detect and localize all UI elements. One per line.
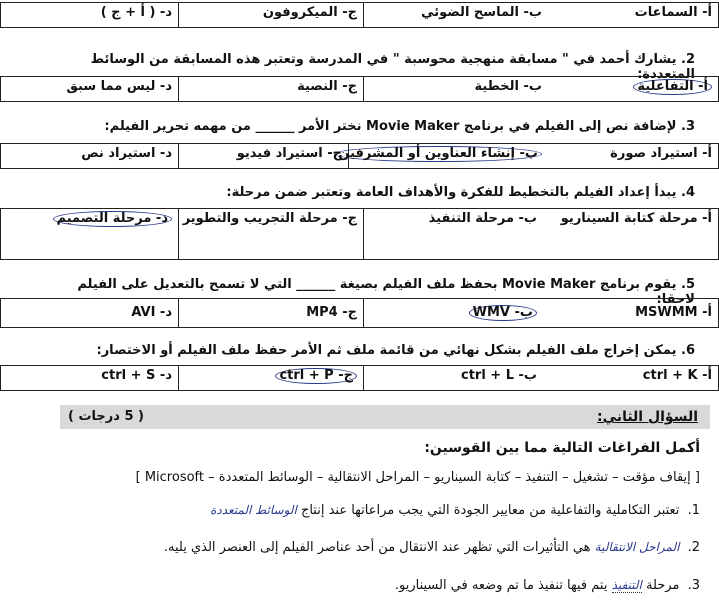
answer-circle: أ- التفاعلية — [633, 79, 712, 95]
fill-item-3 — [20, 578, 700, 593]
q1-option-c: ج- الميكروفون — [178, 3, 363, 27]
section2-word-bank: [ إيقاف مؤقت – تشغيل – التنفيذ – كتابة السيناريو – المراحل الانتقالية – الوسائط المتعددة – Microsoft ] — [135, 470, 700, 485]
answer-circle: ج- ctrl + P — [275, 368, 357, 384]
handwritten-answer: الوسائط المتعددة — [210, 503, 297, 517]
q4-option-c: ج- مرحلة التجريب والتطوير — [178, 209, 363, 259]
q5-option-c: ج- MP4 — [178, 299, 363, 327]
q1-option-b: ب- الماسح الضوئي — [363, 3, 548, 27]
q2-options-row — [0, 76, 719, 102]
q1-option-a: أ- السماعات — [634, 5, 712, 20]
q6-option-b: ب- ctrl + L — [363, 366, 543, 390]
section2-title: السؤال الثاني: — [597, 409, 698, 425]
q6-option-c — [178, 366, 363, 390]
item-text: هي التأثيرات التي تظهر عند الانتقال من أحد عناصر الفيلم إلى العنصر الذي يليه. — [163, 540, 591, 555]
q5-option-d: د- AVI — [131, 305, 172, 320]
q2-option-d: د- ليس مما سبق — [66, 79, 172, 94]
section2-score: ( 5 درجات ) — [68, 409, 144, 424]
q2-option-b: ب- الخطية — [363, 77, 548, 101]
item-number: 3. — [687, 578, 700, 593]
answer-circle: ب- WMV — [469, 305, 537, 321]
q4-text: 4. يبدأ إعداد الفيلم بالتخطيط للفكرة والأهداف العامة وتعتبر ضمن مرحلة: — [226, 185, 695, 200]
q5-options-row — [0, 298, 719, 328]
q4-options-row — [0, 208, 719, 260]
fill-item-1 — [20, 503, 700, 518]
q5-text: 5. يقوم برنامج Movie Maker بحفظ ملف الفيلم بصيغة ______ التي لا تسمح بالتعديل على الفيلم لاحقا: — [77, 277, 695, 307]
q3-option-a: أ- استيراد صورة — [610, 146, 712, 161]
q5-option-a: أ- MSWMM — [635, 305, 712, 320]
q6-options-row — [0, 365, 719, 391]
answer-circle: د- مرحلة التصميم — [53, 211, 172, 227]
q6-text: 6. يمكن إخراج ملف الفيلم بشكل نهائي من قائمة ملف ثم الأمر حفظ ملف الفيلم أو الاختصار: — [96, 343, 695, 358]
q2-text: 2. يشارك أحمد في " مسابقة منهجية محوسبة " في المدرسة وتعتبر هذه المسابقة من الوسائط المتعددة: — [90, 52, 695, 82]
item-text-before: مرحلة — [645, 578, 680, 593]
handwritten-answer: المراحل الانتقالية — [594, 540, 680, 554]
q3-option-d: د- استيراد نص — [81, 146, 172, 161]
handwritten-answer: التنفيذ — [611, 578, 642, 592]
section2-header — [60, 405, 710, 429]
item-number: 1. — [687, 503, 700, 518]
q6-option-d: د- ctrl + S — [101, 368, 172, 383]
q2-option-c: ج- النصية — [178, 77, 363, 101]
q3-option-c: ج- استيراد فيديو — [178, 144, 348, 168]
section2-instruction: أكمل الفراغات التالية مما بين القوسين: — [424, 440, 700, 456]
item-number: 2. — [687, 540, 700, 555]
item-text: تعتبر التكاملية والتفاعلية من معايير الجودة التي يجب مراعاتها عند إنتاج — [300, 503, 680, 518]
q3-text: 3. لإضافة نص إلى الفيلم في برنامج Movie Maker نختر الأمر ______ من مهمه تحرير الفيلم: — [104, 119, 695, 134]
answer-circle: ب- إنشاء العناوين أو المشرفين — [334, 146, 542, 162]
q1-option-d: د- ( أ + ج ) — [100, 5, 172, 20]
fill-item-2 — [20, 540, 700, 555]
q4-option-a: أ- مرحلة كتابة السيناريو — [560, 211, 712, 226]
item-text-after: يتم فيها تنفيذ ما تم وضعه في السيناريو. — [394, 578, 608, 593]
q5-option-b — [363, 299, 543, 327]
q3-option-b — [338, 144, 548, 168]
q3-options-row — [0, 143, 719, 169]
q4-option-b: ب- مرحلة التنفيذ — [363, 209, 543, 259]
q1-options-row — [0, 2, 719, 28]
q2-option-a — [548, 77, 718, 101]
q4-option-d — [0, 209, 178, 259]
q6-option-a: أ- ctrl + K — [642, 368, 712, 383]
